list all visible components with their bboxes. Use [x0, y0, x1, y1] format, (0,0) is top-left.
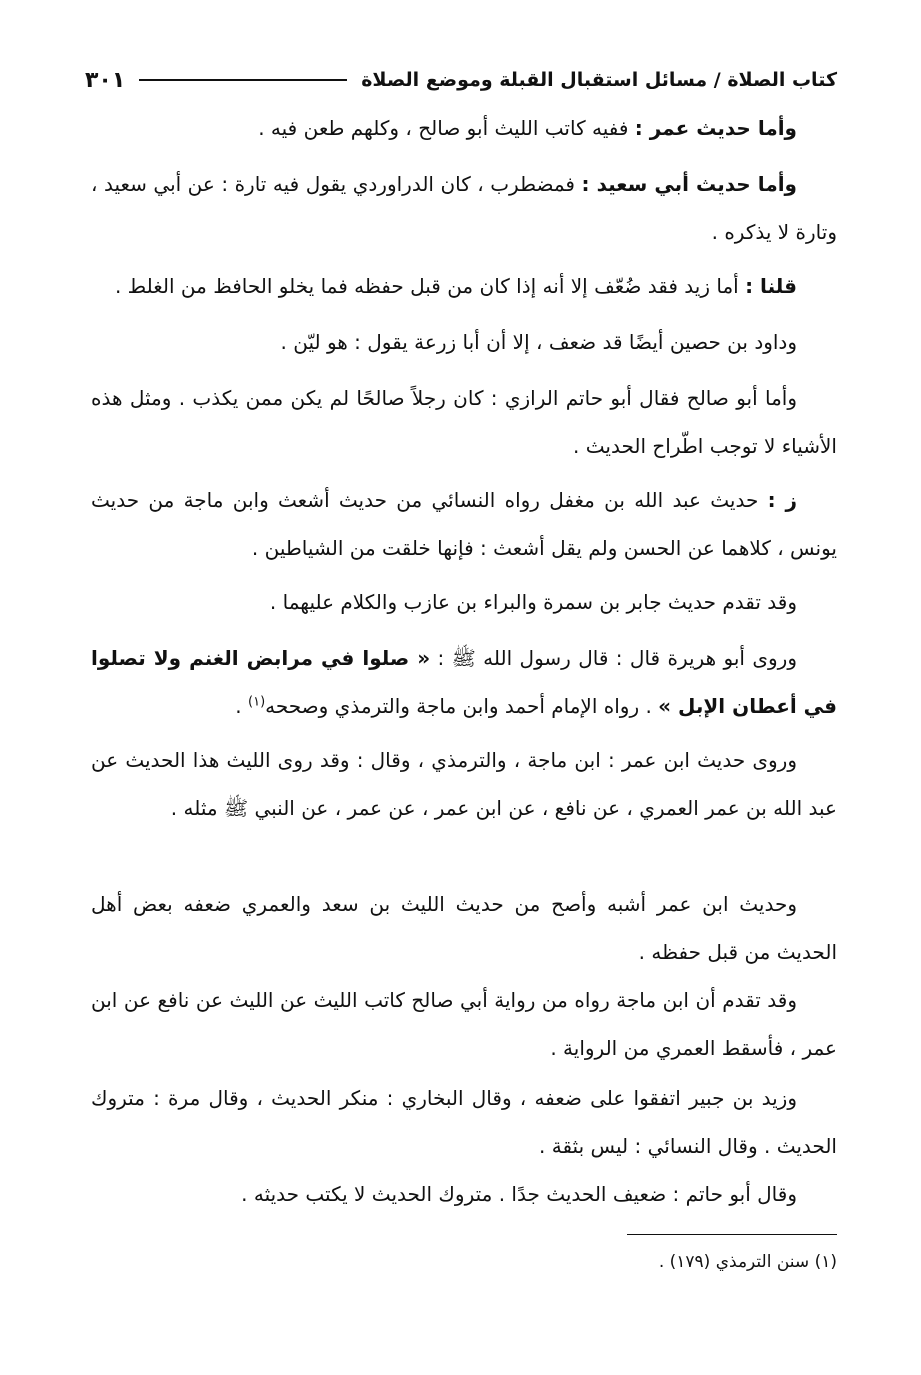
footnote-reference: (١)	[248, 694, 266, 710]
paragraph-text: وروى حديث ابن عمر : ابن ماجة ، والترمذي ، وقال : وقد روى الليث هذا الحديث عن عبد الله بن عمر العمري ، عن نافع ، عن ابن عمر ، عن عمر ، عن النبي ﷺ مثله .	[91, 748, 837, 820]
paragraph-text: وحديث ابن عمر أشبه وأصح من حديث الليث بن سعد والعمري ضعفه بعض أهل الحديث من قبل حفظه .	[91, 892, 837, 964]
paragraph-abu-said	[91, 160, 837, 256]
paragraph-ibn-umar-comparison	[91, 880, 837, 976]
header-title: كتاب الصلاة / مسائل استقبال القبلة وموضع الصلاة	[361, 69, 837, 91]
paragraph-lead: ز :	[767, 488, 797, 512]
footnote: (١) سنن الترمذي (١٧٩) .	[658, 1252, 837, 1272]
paragraph-umar	[91, 104, 837, 152]
paragraph-ibn-umar	[91, 736, 837, 832]
footnote-rule	[627, 1234, 837, 1235]
paragraph-qulna	[91, 262, 837, 310]
paragraph-text: وقال أبو حاتم : ضعيف الحديث جدًا . متروك الحديث لا يكتب حديثه .	[241, 1182, 797, 1206]
paragraph-text: وروى أبو هريرة قال : قال رسول الله ﷺ :	[430, 646, 797, 670]
paragraph-text: وقد تقدم أن ابن ماجة رواه من رواية أبي صالح كاتب الليث عن الليث عن نافع عن ابن عمر ، فأسقط العمري من الرواية .	[91, 988, 837, 1060]
paragraph-lead: وأما حديث عمر :	[634, 116, 797, 140]
paragraph-abu-hurayra	[91, 634, 837, 730]
paragraph-lead: قلنا :	[745, 274, 797, 298]
paragraph-zay	[91, 476, 837, 572]
paragraph-dawud	[91, 318, 837, 366]
paragraph-text: أما زيد فقد ضُعّف إلا أنه إذا كان من قبل حفظه فما يخلو الحافظ من الغلط .	[114, 274, 746, 298]
paragraph-text: .	[235, 694, 248, 718]
running-header	[85, 62, 837, 98]
paragraph-text: وداود بن حصين أيضًا قد ضعف ، إلا أن أبا زرعة يقول : هو ليّن .	[280, 330, 797, 354]
page-number: ٣٠١	[85, 67, 126, 93]
hadith-quote: « صلوا في مرابض الغنم ولا تصلوا في أعطان الإبل »	[91, 646, 837, 718]
paragraph-text: . رواه الإمام أحمد وابن ماجة والترمذي وصححه	[265, 694, 659, 718]
paragraph-ibn-majah	[91, 976, 837, 1072]
paragraph-text: وأما أبو صالح فقال أبو حاتم الرازي : كان رجلاً صالحًا لم يكن ممن يكذب . ومثل هذه الأشياء لا توجب اطّراح الحديث .	[91, 386, 837, 458]
paragraph-lead: وأما حديث أبي سعيد :	[581, 172, 797, 196]
paragraph-abu-salih	[91, 374, 837, 470]
paragraph-text: وزيد بن جبير اتفقوا على ضعفه ، وقال البخاري : منكر الحديث ، وقال مرة : متروك الحديث . وقال النسائي : ليس بثقة .	[91, 1086, 837, 1158]
paragraph-text: وقد تقدم حديث جابر بن سمرة والبراء بن عازب والكلام عليهما .	[269, 590, 797, 614]
header-rule	[139, 79, 347, 81]
paragraph-text: فمضطرب ، كان الدراوردي يقول فيه تارة : عن أبي سعيد ، وتارة لا يذكره .	[91, 172, 837, 244]
paragraph-text: حديث عبد الله بن مغفل رواه النسائي من حديث أشعث وابن ماجة من حديث يونس ، كلاهما عن الحسن ولم يقل أشعث : فإنها خلقت من الشياطين .	[91, 488, 837, 560]
paragraph-zayd-jubayr	[91, 1074, 837, 1170]
paragraph-abu-hatim	[91, 1170, 837, 1218]
paragraph-text: ففيه كاتب الليث أبو صالح ، وكلهم طعن فيه .	[258, 116, 635, 140]
paragraph-jabir	[91, 578, 837, 626]
